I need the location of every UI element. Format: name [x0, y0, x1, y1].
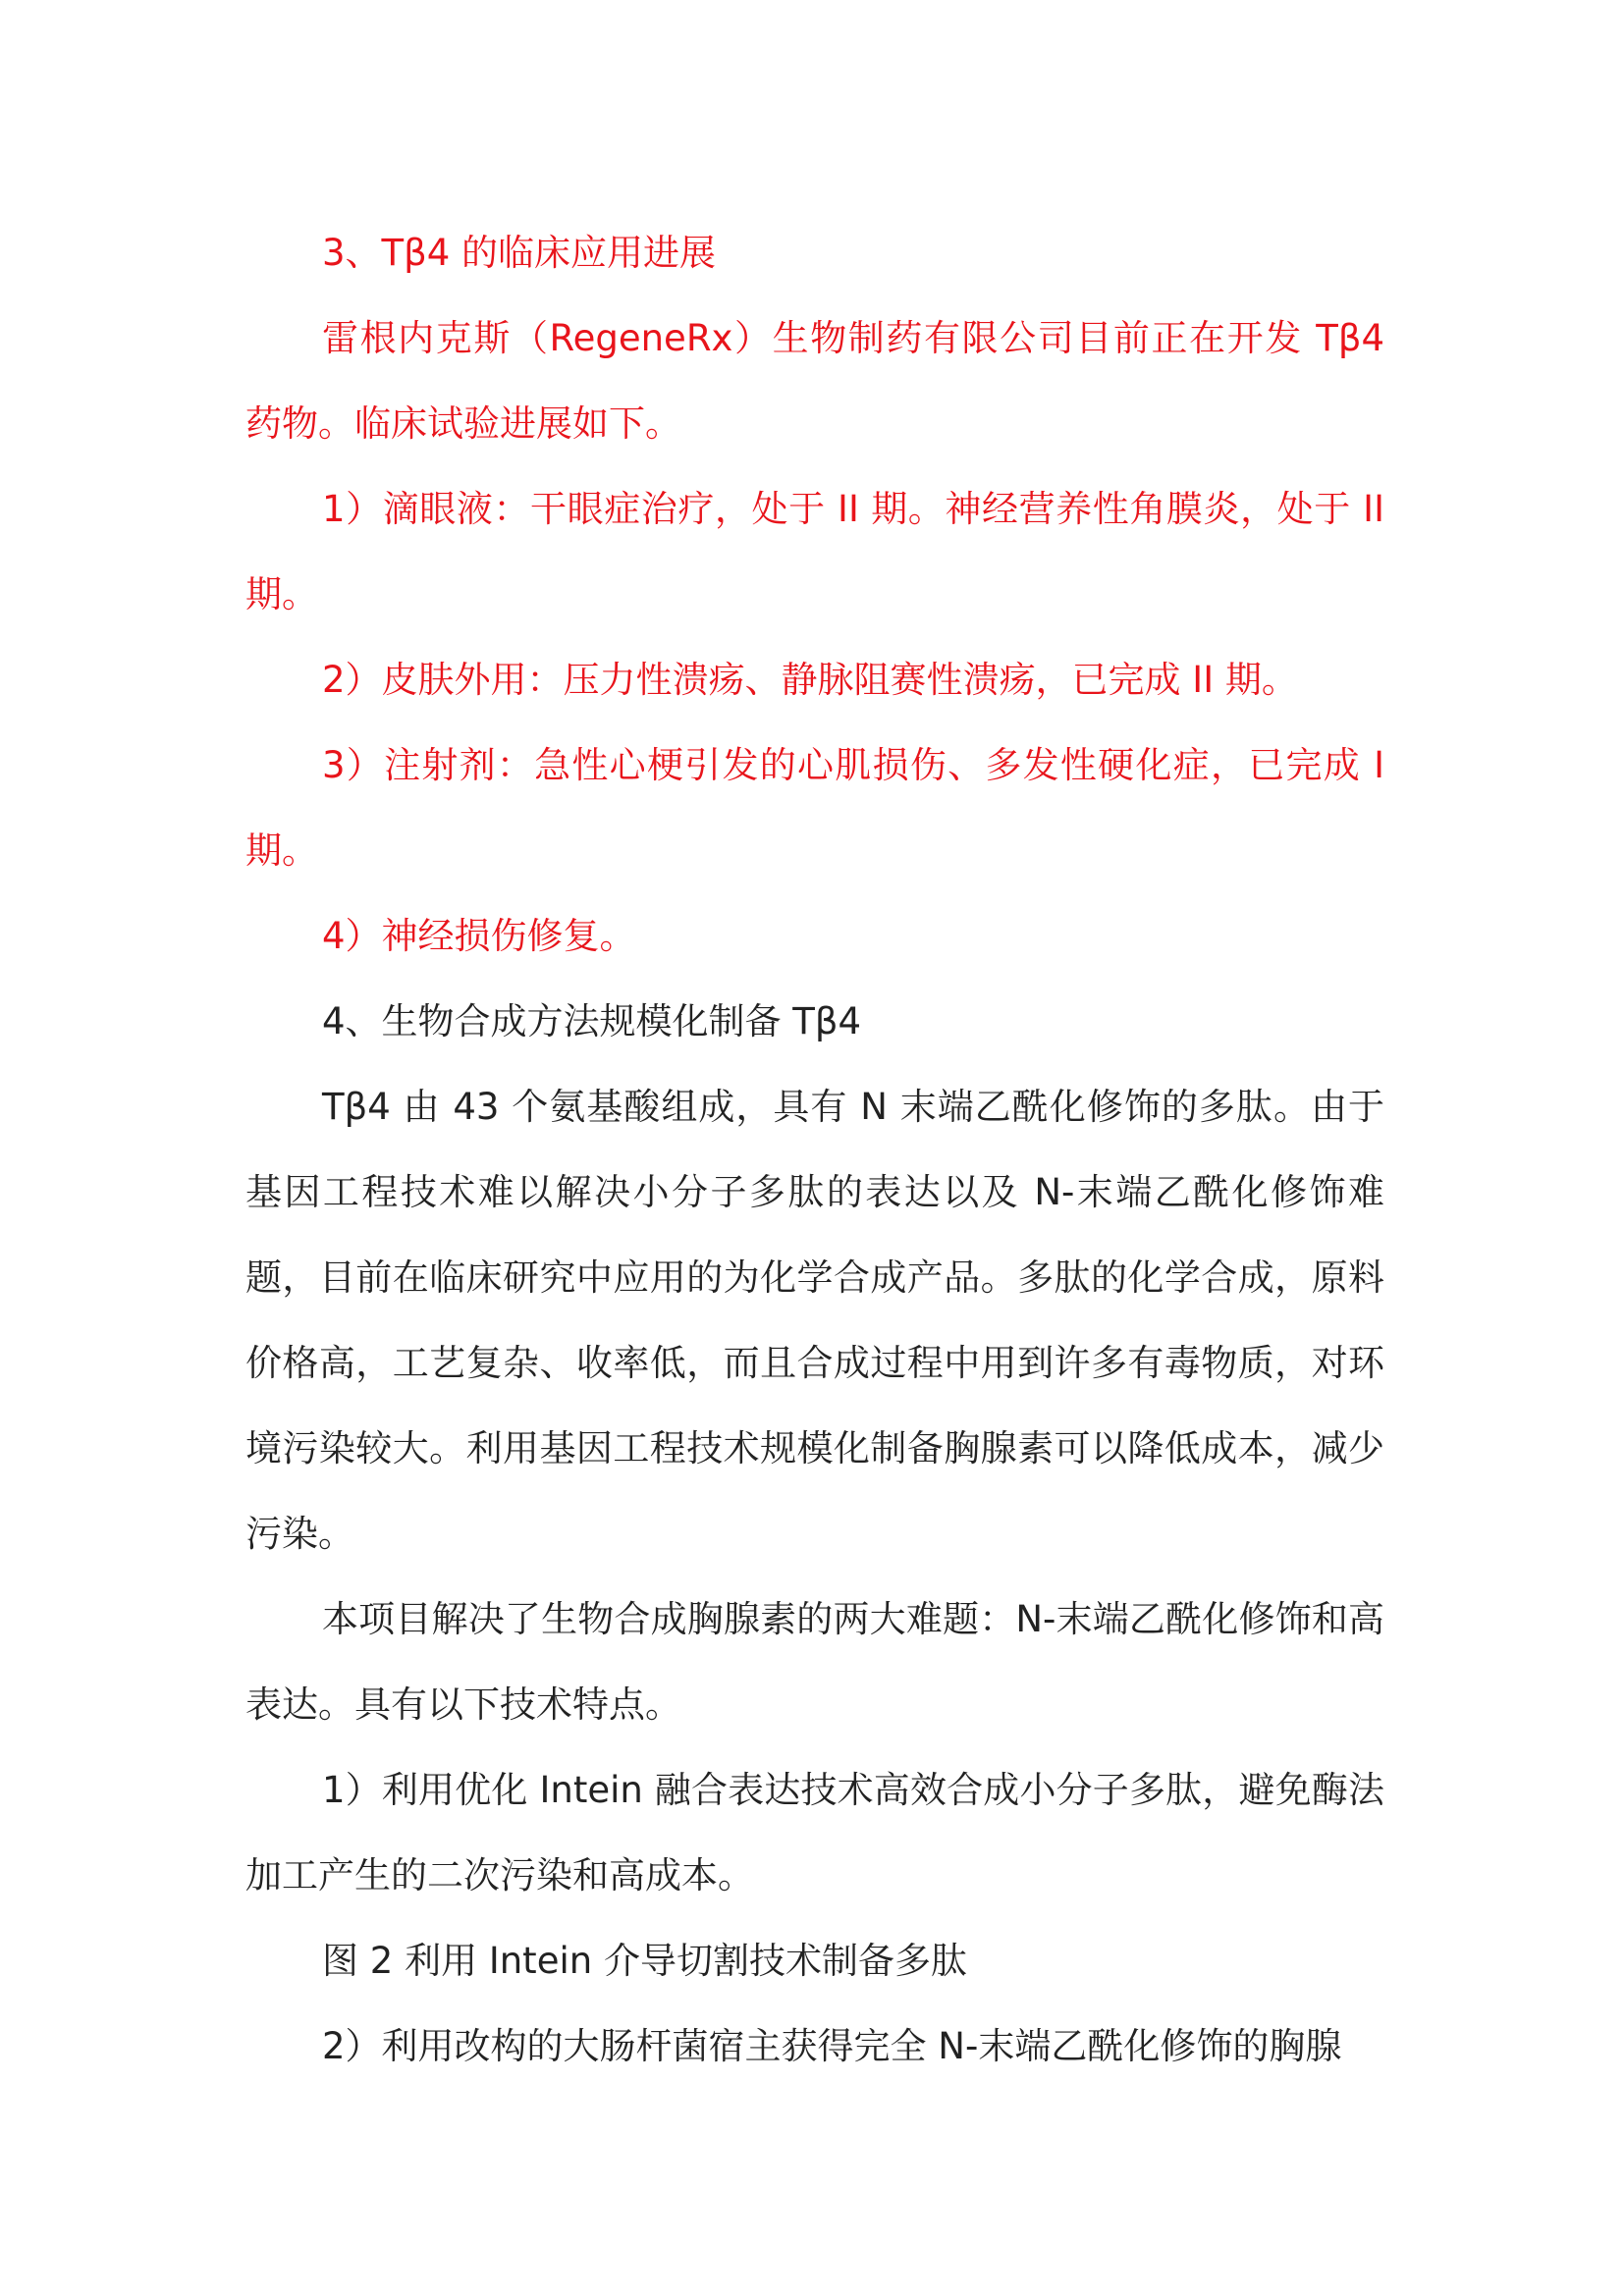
figure-caption: 图 2 利用 Intein 介导切割技术制备多肽 — [322, 1940, 967, 1982]
list-item-modified-host: 2）利用改构的大肠杆菌宿主获得完全 N-末端乙酰化修饰的胸腺 — [322, 2025, 1342, 2067]
list-item-intein-fusion: 1）利用优化 Intein 融合表达技术高效合成小分子多肽，避免酶法加工产生的二次污染和高成本。 — [245, 1769, 1384, 1896]
list-item-injection: 3）注射剂：急性心梗引发的心肌损伤、多发性硬化症，已完成 I 期。 — [245, 744, 1384, 872]
list-item-topical-skin: 2）皮肤外用：压力性溃疡、静脉阻赛性溃疡，已完成 II 期。 — [322, 659, 1298, 701]
document-body — [245, 210, 1384, 2089]
section-heading-clinical-progress: 3、Tβ4 的临床应用进展 — [322, 232, 717, 274]
paragraph-project-summary: 本项目解决了生物合成胸腺素的两大难题：N-末端乙酰化修饰和高表达。具有以下技术特点。 — [245, 1598, 1384, 1726]
section-heading-biosynthesis: 4、生物合成方法规模化制备 Tβ4 — [322, 1000, 862, 1042]
paragraph-regenerx-development: 雷根内克斯（RegeneRx）生物制药有限公司目前正在开发 Tβ4 药物。临床试验进展如下。 — [245, 317, 1384, 445]
list-item-nerve-repair: 4）神经损伤修复。 — [322, 915, 636, 957]
paragraph-tb4-introduction: Tβ4 由 43 个氨基酸组成，具有 N 末端乙酰化修饰的多肽。由于基因工程技术难以解决小分子多肽的表达以及 N-末端乙酰化修饰难题，目前在临床研究中应用的为化学合成产品。多肽的化学合成，原料价格高，工艺复杂、收率低，而且合成过程中用到许多有毒物质，对环境污染较大。利用基因工程技术规模化制备胸腺素可以降低成本，减少污染。 — [245, 1086, 1384, 1555]
list-item-eye-drops: 1）滴眼液：干眼症治疗，处于 II 期。神经营养性角膜炎，处于 II 期。 — [245, 488, 1384, 615]
